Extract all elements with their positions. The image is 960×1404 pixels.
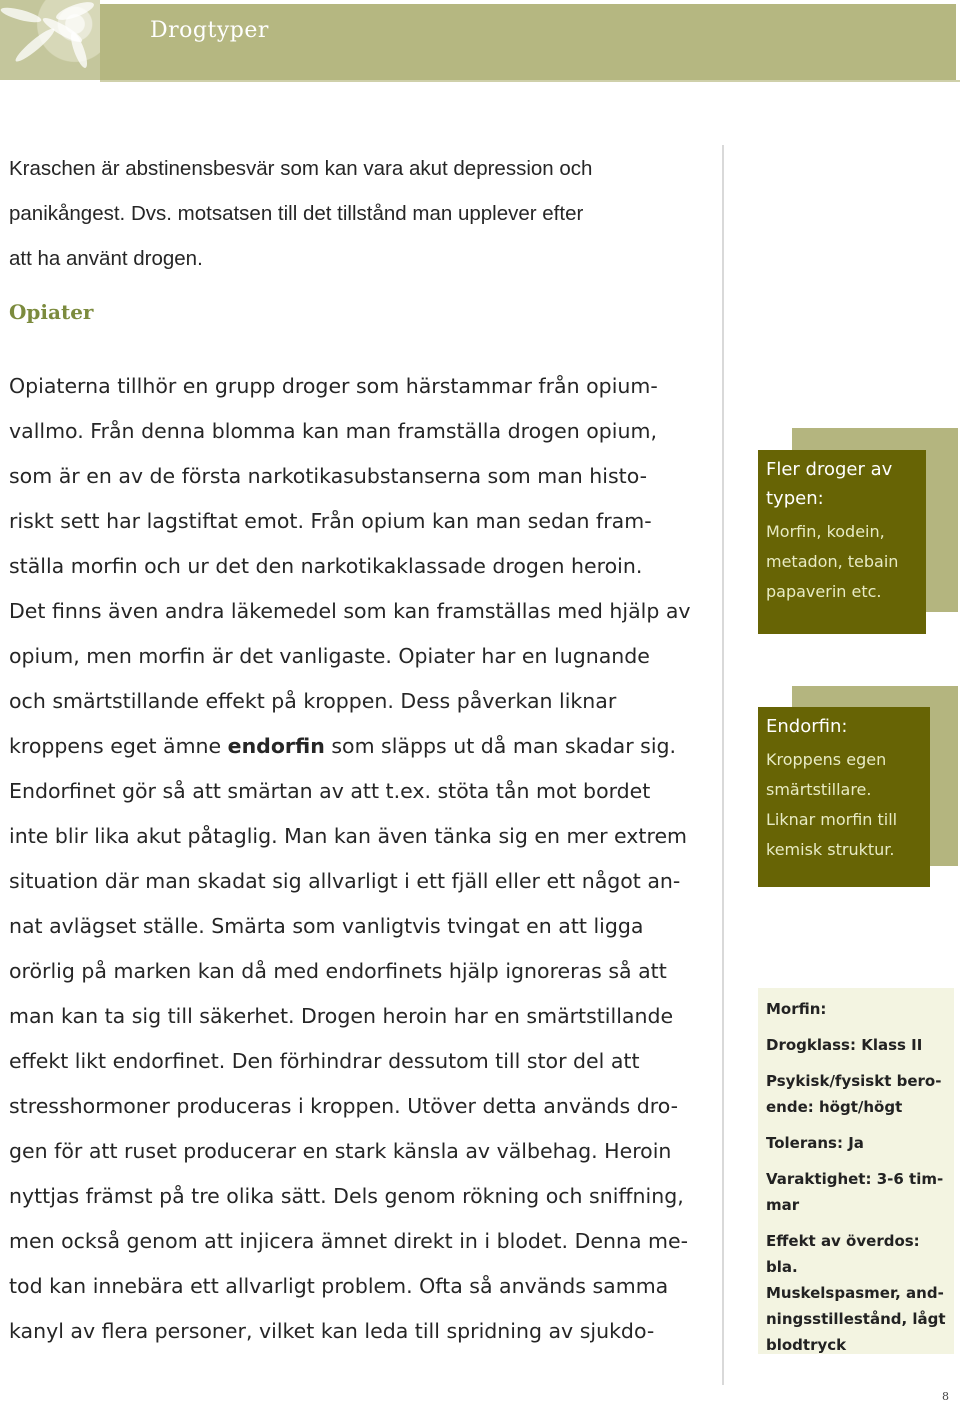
paragraph-line: vallmo. Från denna blomma kan man framställa drogen opium, xyxy=(9,419,657,443)
intro-line: Kraschen är abstinensbesvär som kan vara akut depression och xyxy=(9,157,593,180)
text-line: ende: högt/högt xyxy=(766,1098,903,1116)
text-line: Kroppens egen xyxy=(766,750,887,769)
paragraph-line: riskt sett har lagstiftat emot. Från opium kan man sedan fram- xyxy=(9,509,652,533)
section-heading: Opiater xyxy=(9,300,94,324)
text-line: kemisk struktur. xyxy=(766,840,895,859)
facts-duration xyxy=(758,1166,954,1218)
paragraph-line: nat avlägset ställe. Smärta som vanligtvis tvingat en att ligga xyxy=(9,914,644,938)
header-divider xyxy=(100,80,960,82)
text-line: Varaktighet: 3-6 tim- xyxy=(766,1170,944,1188)
paragraph-line: opium, men morfin är det vanligaste. Opiater har en lugnande xyxy=(9,644,650,668)
text-line: blodtryck xyxy=(766,1336,847,1354)
paragraph-line: stresshormoner produceras i kroppen. Utöver detta används dro- xyxy=(9,1094,679,1118)
facts-drugclass: Drogklass: Klass II xyxy=(766,1036,923,1054)
sidebar-box-title: Endorfin: xyxy=(766,716,848,737)
text-line: Muskelspasmer, and- xyxy=(766,1284,944,1302)
text-segment: kroppens eget ämne xyxy=(9,734,228,758)
paragraph-line: tod kan innebära ett allvarligt problem. Ofta så används samma xyxy=(9,1274,669,1298)
paragraph-line: inte blir lika akut påtaglig. Man kan även tänka sig en mer extrem xyxy=(9,824,688,848)
facts-tolerance: Tolerans: Ja xyxy=(766,1134,864,1152)
sidebar-box-text xyxy=(758,741,930,865)
sidebar-box-endorfin xyxy=(758,707,930,887)
paragraph-line-endorfin xyxy=(9,724,721,769)
text-segment: som släpps ut då man skadar sig. xyxy=(324,734,677,758)
header-flower-image xyxy=(0,0,100,80)
facts-title: Morfin: xyxy=(766,1000,827,1018)
paragraph-line: effekt likt endorfinet. Den förhindrar dessutom till stor del att xyxy=(9,1049,640,1073)
morfin-facts-box xyxy=(758,988,954,1354)
intro-paragraph xyxy=(9,146,709,281)
text-line: Psykisk/fysiskt bero- xyxy=(766,1072,942,1090)
paragraph-line: man kan ta sig till säkerhet. Drogen heroin har en smärtstillande xyxy=(9,1004,674,1028)
paragraph-line: Endorfinet gör så att smärtan av att t.ex. stöta tån mot bordet xyxy=(9,779,651,803)
text-line: Morfin, kodein, xyxy=(766,522,885,541)
intro-line: panikångest. Dvs. motsatsen till det tillstånd man upplever efter xyxy=(9,202,584,225)
column-divider xyxy=(722,145,724,1385)
text-line: papaverin etc. xyxy=(766,582,882,601)
paragraph-line: ställa morfin och ur det den narkotikaklassade drogen heroin. xyxy=(9,554,643,578)
paragraph-line: men också genom att injicera ämnet direkt in i blodet. Denna me- xyxy=(9,1229,689,1253)
page-number: 8 xyxy=(942,1390,949,1403)
sidebar-box-text xyxy=(758,513,926,607)
text-line: mar xyxy=(766,1196,800,1214)
paragraph-line: Opiaterna tillhör en grupp droger som härstammar från opium- xyxy=(9,374,658,398)
text-line: smärtstillare. xyxy=(766,780,872,799)
text-line: Effekt av överdos: bla. xyxy=(766,1232,920,1276)
paragraph-line: situation där man skadat sig allvarligt i ett fjäll eller ett något an- xyxy=(9,869,681,893)
page-title: Drogtyper xyxy=(150,18,269,43)
paragraph-line: nyttjas främst på tre olika sätt. Dels genom rökning och sniffning, xyxy=(9,1184,684,1208)
sidebar-box-title xyxy=(758,450,926,513)
paragraph-line: och smärtstillande effekt på kroppen. Dess påverkan liknar xyxy=(9,689,617,713)
paragraph-line: gen för att ruset producerar en stark känsla av välbehag. Heroin xyxy=(9,1139,672,1163)
paragraph-line: som är en av de första narkotikasubstanserna som man histo- xyxy=(9,464,648,488)
paragraph-line: orörlig på marken kan då med endorfinets hjälp ignoreras så att xyxy=(9,959,667,983)
intro-line: att ha använt drogen. xyxy=(9,247,203,270)
paragraph-line: kanyl av flera personer, vilket kan leda till spridning av sjukdo- xyxy=(9,1319,655,1343)
endorfin-term: endorfin xyxy=(227,734,325,758)
text-line: ningsstillestånd, lågt xyxy=(766,1310,946,1328)
text-line: metadon, tebain xyxy=(766,552,899,571)
title-line: typen: xyxy=(766,488,824,509)
facts-dependence xyxy=(758,1068,954,1120)
title-line: Fler droger av xyxy=(766,459,893,480)
paragraph-line: Det finns även andra läkemedel som kan framställas med hjälp av xyxy=(9,599,691,623)
main-paragraph xyxy=(9,364,721,1354)
facts-overdose xyxy=(758,1228,954,1358)
text-line: Liknar morfin till xyxy=(766,810,898,829)
sidebar-box-more-drugs xyxy=(758,450,926,634)
